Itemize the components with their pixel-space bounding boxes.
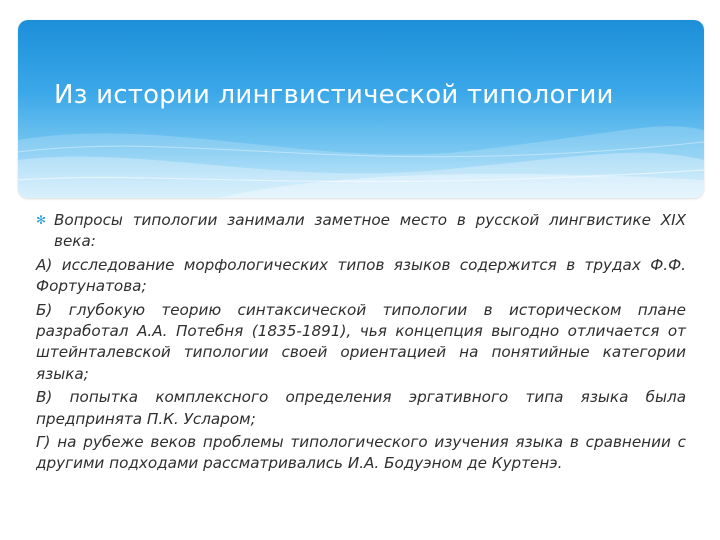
list-item [36, 432, 686, 475]
paragraph-text: Г) на рубеже веков проблемы типологического изучения языка в сравнении с другими подходами рассматривались И.А. Бодуэном де Куртенэ. [36, 433, 686, 473]
paragraph-text: А) исследование морфологических типов языков содержится в трудах Ф.Ф. Фортунатова; [36, 255, 686, 296]
slide-body [36, 210, 686, 477]
list-item [36, 387, 686, 430]
paragraph-text: Вопросы типологии занимали заметное место в русской лингвистике XIX века: [54, 211, 686, 251]
paragraph-text: Б) глубокую теорию синтаксической типологии в историческом плане разработал А.А. Потебня (1835-1891), чья концепция выгодно отличается от штейнталевской типологии своей ориентацией на понятийные категории языка; [36, 300, 686, 383]
paragraph-text: В) попытка комплексного определения эргативного типа языка была предпринята П.К. Усларом; [36, 388, 686, 428]
list-item [36, 300, 686, 386]
title-banner [18, 20, 704, 198]
list-item [36, 255, 686, 298]
asterisk-bullet-icon: ✻ [36, 213, 47, 227]
list-item [36, 210, 686, 253]
slide-title: Из истории лингвистической типологии [54, 80, 614, 110]
